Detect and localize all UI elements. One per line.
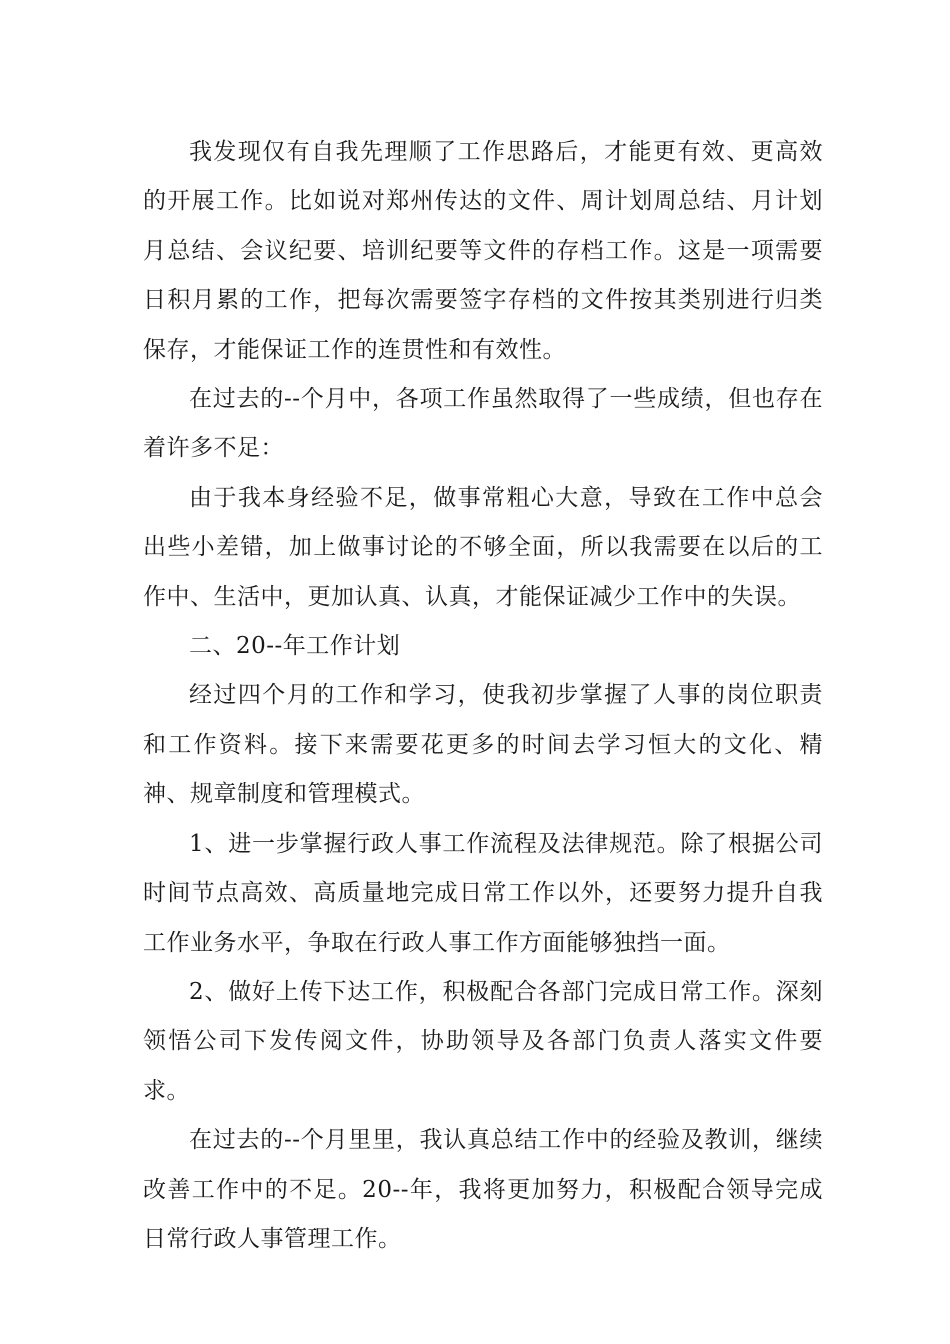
paragraph-filing-work: 我发现仅有自我先理顺了工作思路后，才能更有效、更高效的开展工作。比如说对郑州传达的文件、周计划周总结、月计划月总结、会议纪要、培训纪要等文件的存档工作。这是一项需要日积月累的工作，把每次需要签字存档的文件按其类别进行归类保存，才能保证工作的连贯性和有效性。	[143, 139, 823, 363]
document-body	[143, 128, 823, 1264]
paragraph-plan-item-1: 1、进一步掌握行政人事工作流程及法律规范。除了根据公司时间节点高效、高质量地完成日常工作以外，还要努力提升自我工作业务水平，争取在行政人事工作方面能够独挡一面。	[143, 830, 823, 956]
section-heading-work-plan: 二、20--年工作计划	[189, 633, 401, 660]
paragraph-conclusion: 在过去的--个月里里，我认真总结工作中的经验及教训，继续改善工作中的不足。20--年，我将更加努力，积极配合领导完成日常行政人事管理工作。	[143, 1127, 823, 1252]
paragraph-plan-intro: 经过四个月的工作和学习，使我初步掌握了人事的岗位职责和工作资料。接下来需要花更多的时间去学习恒大的文化、精神、规章制度和管理模式。	[143, 682, 823, 808]
paragraph-shortcomings-intro: 在过去的--个月中，各项工作虽然取得了一些成绩，但也存在着许多不足：	[143, 386, 823, 462]
paragraph-shortcomings-detail: 由于我本身经验不足，做事常粗心大意，导致在工作中总会出些小差错，加上做事讨论的不够全面，所以我需要在以后的工作中、生活中，更加认真、认真，才能保证减少工作中的失误。	[143, 484, 823, 610]
paragraph-plan-item-2: 2、做好上传下达工作，积极配合各部门完成日常工作。深刻领悟公司下发传阅文件，协助领导及各部门负责人落实文件要求。	[143, 978, 823, 1104]
